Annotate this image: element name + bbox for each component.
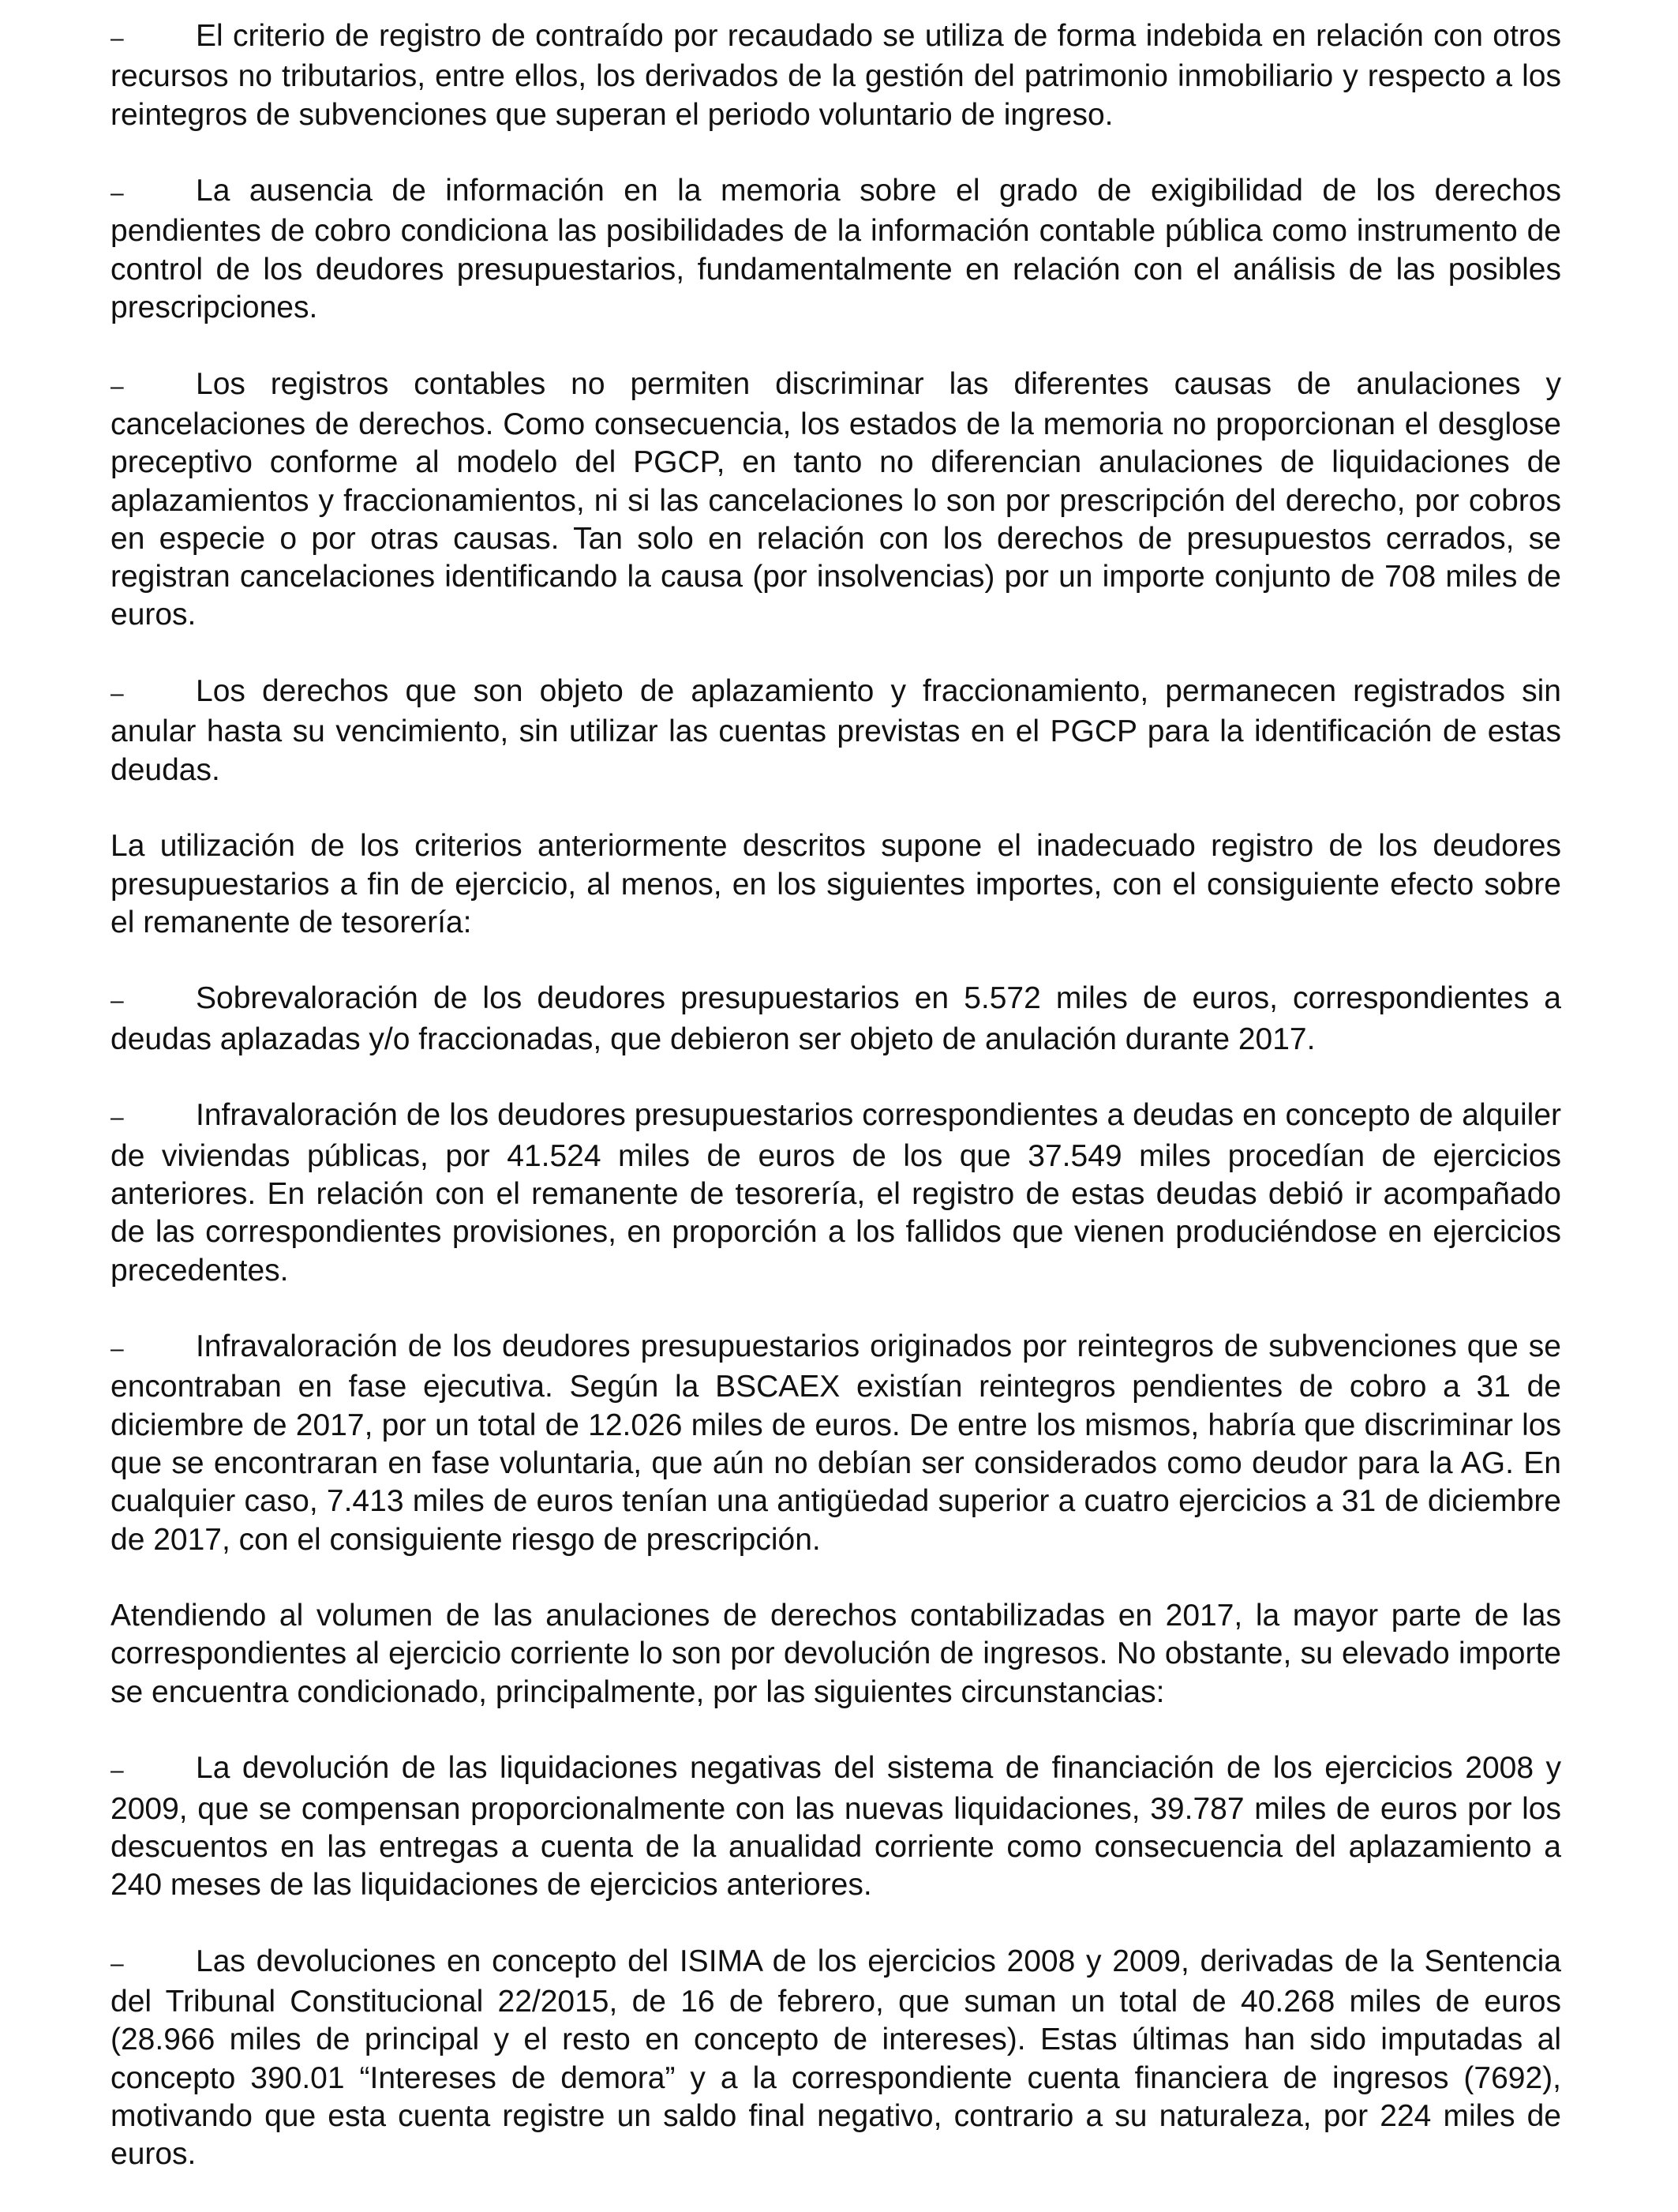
bullet-item xyxy=(110,980,1561,1059)
dash-marker: – xyxy=(110,1950,124,1977)
dash-marker: – xyxy=(110,1104,124,1131)
bullet-item xyxy=(110,366,1561,635)
bullet-text: La devolución de las liquidaciones negativas del sistema de financiación de los ejercicios 2008 y 2009, que se compensan proporcionalmente con las nuevas liquidaciones, 39.787 miles de euros por los descuentos en las entregas a cuenta de la anualidad corriente como consecuencia del aplazamiento a 240 meses de las liquidaciones de ejercicios anteriores. xyxy=(110,1751,1561,1903)
bullet-item xyxy=(110,1943,1561,2174)
dash-marker: – xyxy=(110,373,124,399)
bullet-text: Las devoluciones en concepto del ISIMA de los ejercicios 2008 y 2009, derivadas de la Sentencia del Tribunal Constitucional 22/2015, de 16 de febrero, que suman un total de 40.268 miles de euros (28.966 miles de principal y el resto en concepto de intereses). Estas últimas han sido imputadas al concepto 390.01 “Intereses de demora” y a la correspondiente cuenta financiera de ingresos (7692), motivando que esta cuenta registre un saldo final negativo, contrario a su naturaleza, por 224 miles de euros. xyxy=(110,1944,1561,2172)
dash-marker: – xyxy=(110,1757,124,1784)
paragraph: La utilización de los criterios anteriormente descritos supone el inadecuado registro de los deudores presupuestarios a fin de ejercicio, al menos, en los siguientes importes, con el consiguiente efecto sobre el remanente de tesorería: xyxy=(110,829,1561,939)
dash-marker: – xyxy=(110,1336,124,1363)
bullet-text: Sobrevaloración de los deudores presupuestarios en 5.572 miles de euros, correspondientes a deudas aplazadas y/o fraccionadas, que debieron ser objeto de anulación durante 2017. xyxy=(110,981,1561,1056)
bullet-item xyxy=(110,673,1561,789)
document-body xyxy=(110,17,1561,2212)
bullet-item xyxy=(110,1097,1561,1289)
dash-marker: – xyxy=(110,25,124,51)
bullet-item xyxy=(110,17,1561,134)
bullet-text: La ausencia de información en la memoria sobre el grado de exigibilidad de los derechos pendientes de cobro condiciona las posibilidades de la información contable pública como instrumento de control de los deudores presupuestarios, fundamentalmente en relación con el análisis de las posibles prescripciones. xyxy=(110,174,1561,325)
bullet-item xyxy=(110,1328,1561,1559)
bullet-text: Infravaloración de los deudores presupuestarios originados por reintegros de subvenciones que se encontraban en fase ejecutiva. Según la BSCAEX existían reintegros pendientes de cobro a 31 de diciembre de 2017, por un total de 12.026 miles de euros. De entre los mismos, habría que discriminar los que se encontraran en fase voluntaria, que aún no debían ser considerados como deudor para la AG. En cualquier caso, 7.413 miles de euros tenían una antigüedad superior a cuatro ejercicios a 31 de diciembre de 2017, con el consiguiente riesgo de prescripción. xyxy=(110,1329,1561,1557)
dash-marker: – xyxy=(110,988,124,1014)
dash-marker: – xyxy=(110,680,124,707)
bullet-text: El criterio de registro de contraído por recaudado se utiliza de forma indebida en relación con otros recursos no tributarios, entre ellos, los derivados de la gestión del patrimonio inmobiliario y respecto a los reintegros de subvenciones que superan el periodo voluntario de ingreso. xyxy=(110,19,1561,132)
bullet-text: Los derechos que son objeto de aplazamiento y fraccionamiento, permanecen registrados sin anular hasta su vencimiento, sin utilizar las cuentas previstas en el PGCP para la identificación de estas deudas. xyxy=(110,674,1561,787)
dash-marker: – xyxy=(110,180,124,207)
bullet-text: Infravaloración de los deudores presupuestarios correspondientes a deudas en concepto de alquiler de viviendas públicas, por 41.524 miles de euros de los que 37.549 miles procedían de ejercicios anteriores. En relación con el remanente de tesorería, el registro de estas deudas debió ir acompañado de las correspondientes provisiones, en proporción a los fallidos que vienen produciéndose en ejercicios precedentes. xyxy=(110,1098,1561,1288)
bullet-item xyxy=(110,172,1561,327)
bullet-item xyxy=(110,1749,1561,1904)
paragraph: Atendiendo al volumen de las anulaciones de derechos contabilizadas en 2017, la mayor parte de las correspondientes al ejercicio corriente lo son por devolución de ingresos. No obstante, su elevado importe se encuentra condicionado, principalmente, por las siguientes circunstancias: xyxy=(110,1599,1561,1709)
bullet-text: Los registros contables no permiten discriminar las diferentes causas de anulaciones y cancelaciones de derechos. Como consecuencia, los estados de la memoria no proporcionan el desglose preceptivo conforme al modelo del PGCP, en tanto no diferencian anulaciones de liquidaciones de aplazamientos y fraccionamientos, ni si las cancelaciones lo son por prescripción del derecho, por cobros en especie o por otras causas. Tan solo en relación con los derechos de presupuestos cerrados, se registran cancelaciones identificando la causa (por insolvencias) por un importe conjunto de 708 miles de euros. xyxy=(110,366,1561,632)
